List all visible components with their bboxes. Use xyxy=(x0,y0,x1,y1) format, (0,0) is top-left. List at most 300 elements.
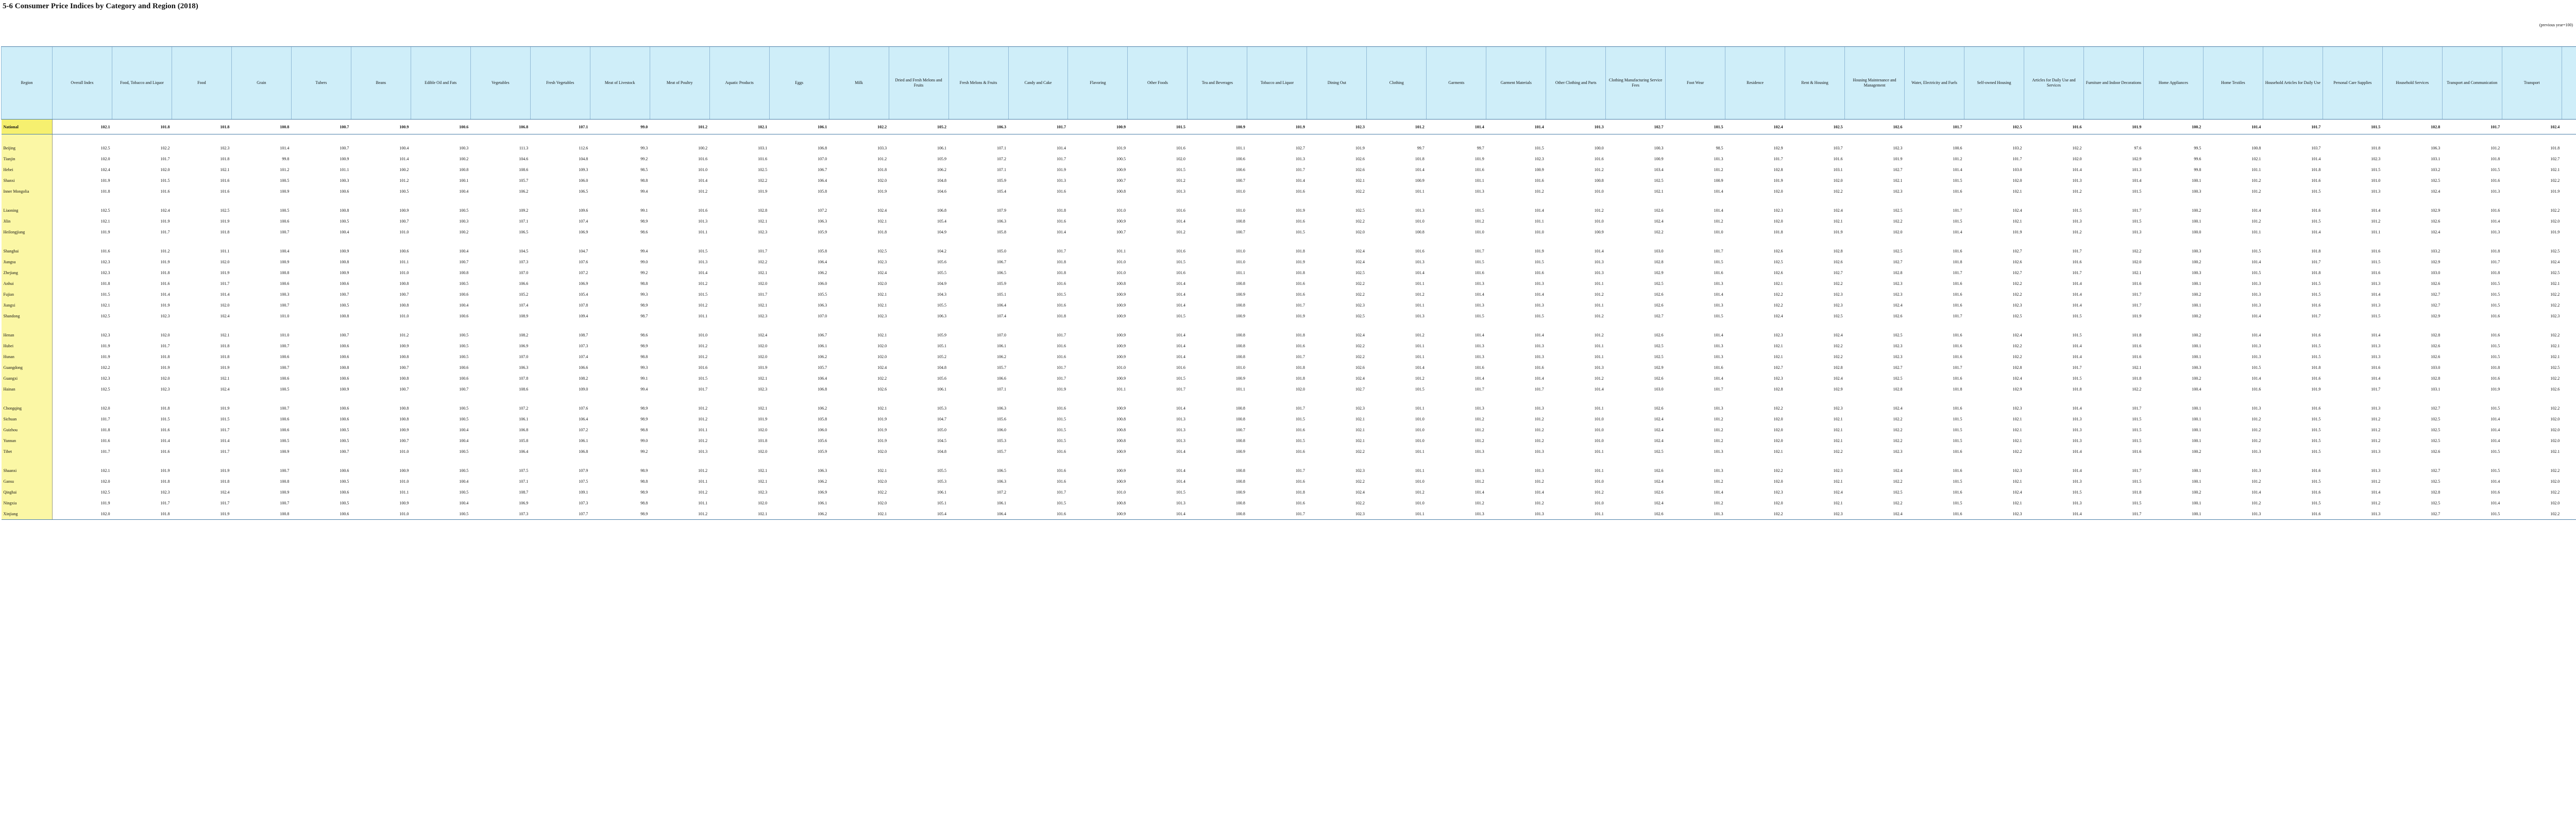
value-cell: 100.2 xyxy=(2143,120,2203,134)
value-cell: 102.5 xyxy=(1893,376,1903,381)
value-cell: 102.2 xyxy=(2550,333,2560,337)
spacer-cell xyxy=(112,238,172,246)
value-cell: 102.9 xyxy=(2431,314,2441,318)
value-cell xyxy=(2562,186,2576,197)
value-cell: 100.1 xyxy=(2143,509,2203,520)
value-cell: 102.1 xyxy=(2550,167,2560,172)
value-cell: 106.4 xyxy=(579,417,588,421)
value-cell: 102.2 xyxy=(1355,344,1365,348)
spacer-cell xyxy=(2143,197,2203,205)
value-cell: 100.2 xyxy=(2192,333,2201,337)
spacer-cell xyxy=(1785,197,1845,205)
spacer-cell xyxy=(1008,395,1068,403)
value-cell: 101.2 xyxy=(2371,479,2381,484)
spacer-cell xyxy=(1606,197,1666,205)
value-cell: 102.0 xyxy=(2072,157,2082,161)
value-cell: 101.4 xyxy=(1176,468,1185,473)
value-cell: 101.8 xyxy=(2311,249,2321,253)
value-cell: 101.5 xyxy=(1056,292,1066,297)
value-cell: 101.1 xyxy=(1546,509,1606,520)
region-cell: Yunnan xyxy=(2,435,53,446)
value-cell: 105.2 xyxy=(889,120,948,134)
value-cell: 101.7 xyxy=(2132,303,2142,308)
value-cell: 102.3 xyxy=(1307,120,1367,134)
value-cell: 107.0 xyxy=(818,157,827,161)
spacer-cell xyxy=(1247,197,1307,205)
table-row xyxy=(2,446,2576,457)
value-cell: 101.9 xyxy=(1056,387,1066,392)
value-cell: 106.3 xyxy=(519,365,529,370)
region-cell: Henan xyxy=(2,330,53,341)
value-cell: 101.9 xyxy=(220,219,230,224)
spacer-cell xyxy=(1845,321,1905,330)
value-cell: 102.1 xyxy=(1355,428,1365,432)
value-cell: 100.6 xyxy=(340,344,349,348)
value-cell: 100.7 xyxy=(1116,178,1126,183)
table-row xyxy=(2,435,2576,446)
value-cell: 100.8 xyxy=(1235,219,1245,224)
spacer-cell xyxy=(291,134,351,143)
spacer-cell xyxy=(1905,197,1964,205)
value-cell: 107.9 xyxy=(579,468,588,473)
value-cell: 101.7 xyxy=(1295,406,1305,411)
spacer-cell xyxy=(709,457,769,465)
value-cell: 101.6 xyxy=(1176,270,1185,275)
value-cell: 100.8 xyxy=(231,509,291,520)
value-cell: 101.4 xyxy=(1475,376,1484,381)
value-cell: 101.6 xyxy=(2072,260,2082,264)
value-cell xyxy=(2562,351,2576,362)
value-cell: 101.3 xyxy=(1534,354,1544,359)
value-cell: 106.3 xyxy=(818,303,827,308)
value-cell: 105.5 xyxy=(937,303,947,308)
value-cell: 101.6 xyxy=(1475,270,1484,275)
value-cell: 102.1 xyxy=(2012,417,2022,421)
value-cell: 101.5 xyxy=(2490,167,2500,172)
value-cell: 102.0 xyxy=(1773,219,1783,224)
value-cell: 101.2 xyxy=(2072,230,2082,234)
spacer-cell xyxy=(1427,321,1486,330)
value-cell: 100.4 xyxy=(280,249,290,253)
value-cell: 105.9 xyxy=(937,157,947,161)
value-cell: 101.1 xyxy=(1235,387,1245,392)
value-cell: 101.9 xyxy=(1295,314,1305,318)
value-cell: 100.8 xyxy=(1235,417,1245,421)
value-cell: 104.8 xyxy=(579,157,588,161)
value-cell: 101.0 xyxy=(1415,438,1425,443)
value-cell: 100.4 xyxy=(459,189,469,194)
value-cell: 101.6 xyxy=(1056,468,1066,473)
value-cell: 100.9 xyxy=(399,208,409,213)
value-cell: 101.5 xyxy=(2311,292,2321,297)
value-cell: 102.1 xyxy=(877,333,887,337)
value-cell: 102.0 xyxy=(160,167,170,172)
value-cell: 101.6 xyxy=(2132,281,2142,286)
value-cell: 105.8 xyxy=(997,230,1006,234)
spacer-cell xyxy=(2,457,53,465)
value-cell: 101.2 xyxy=(1594,167,1604,172)
value-cell: 98.9 xyxy=(640,490,648,495)
spacer-cell xyxy=(2382,457,2442,465)
spacer-cell xyxy=(172,134,231,143)
value-cell: 102.3 xyxy=(758,387,768,392)
value-cell: 102.9 xyxy=(2431,208,2441,213)
value-cell: 101.6 xyxy=(1714,270,1723,275)
value-cell: 101.6 xyxy=(2490,490,2500,495)
value-cell: 102.1 xyxy=(1654,189,1664,194)
spacer-cell xyxy=(2203,134,2263,143)
value-cell: 100.4 xyxy=(459,249,469,253)
spacer-cell xyxy=(2442,134,2502,143)
value-cell: 101.5 xyxy=(698,376,708,381)
spacer-cell xyxy=(1666,197,1725,205)
value-cell: 102.1 xyxy=(2012,438,2022,443)
value-cell: 102.6 xyxy=(1654,303,1664,308)
value-cell: 102.7 xyxy=(2012,249,2022,253)
value-cell: 102.3 xyxy=(100,260,110,264)
value-cell: 102.5 xyxy=(2431,417,2441,421)
column-header: Milk xyxy=(829,47,889,120)
value-cell: 101.5 xyxy=(1128,120,1188,134)
value-cell: 101.9 xyxy=(877,189,887,194)
value-cell: 100.6 xyxy=(399,249,409,253)
value-cell: 102.1 xyxy=(1833,417,1843,421)
value-cell: 101.4 xyxy=(1714,376,1723,381)
column-header: Foot Wear xyxy=(1666,47,1725,120)
value-cell: 101.2 xyxy=(280,167,290,172)
value-cell: 101.5 xyxy=(1953,417,1962,421)
value-cell: 102.5 xyxy=(1355,208,1365,213)
value-cell: 101.2 xyxy=(1415,333,1425,337)
value-cell: 101.8 xyxy=(1056,260,1066,264)
spacer-cell xyxy=(1367,321,1427,330)
value-cell: 102.1 xyxy=(1833,438,1843,443)
value-cell: 100.9 xyxy=(1235,376,1245,381)
spacer-cell xyxy=(2562,321,2576,330)
value-cell: 105.8 xyxy=(818,417,827,421)
value-cell: 101.3 xyxy=(2323,509,2382,520)
value-cell: 101.3 xyxy=(1475,449,1484,454)
value-cell: 107.4 xyxy=(579,354,588,359)
spacer-cell xyxy=(948,457,1008,465)
spacer-cell xyxy=(769,321,829,330)
value-cell: 101.2 xyxy=(2251,219,2261,224)
value-cell: 102.7 xyxy=(1893,167,1903,172)
value-cell: 100.0 xyxy=(1594,146,1604,150)
value-cell: 100.9 xyxy=(399,501,409,505)
value-cell: 102.2 xyxy=(1355,479,1365,484)
value-cell: 100.5 xyxy=(1116,157,1126,161)
value-cell: 102.4 xyxy=(220,314,230,318)
value-cell: 101.7 xyxy=(160,157,170,161)
value-cell: 101.0 xyxy=(1235,189,1245,194)
value-cell: 106.6 xyxy=(579,365,588,370)
table-row xyxy=(2,205,2576,216)
value-cell: 101.6 xyxy=(1295,219,1305,224)
value-cell: 102.0 xyxy=(2550,438,2560,443)
table-row xyxy=(2,384,2576,395)
table-body xyxy=(2,120,2576,520)
value-cell: 102.4 xyxy=(1355,490,1365,495)
value-cell: 102.4 xyxy=(100,167,110,172)
value-cell: 101.6 xyxy=(160,281,170,286)
value-cell: 101.5 xyxy=(2490,354,2500,359)
value-cell: 102.4 xyxy=(2012,376,2022,381)
spacer-cell xyxy=(1188,134,1247,143)
value-cell: 101.5 xyxy=(1953,501,1962,505)
spacer-cell xyxy=(2502,134,2562,143)
value-cell: 102.4 xyxy=(1654,219,1664,224)
table-row xyxy=(2,465,2576,476)
value-cell: 100.6 xyxy=(411,120,470,134)
value-cell: 100.2 xyxy=(2192,376,2201,381)
value-cell: 101.8 xyxy=(2311,167,2321,172)
spacer-cell xyxy=(470,395,530,403)
spacer-cell xyxy=(1427,197,1486,205)
value-cell: 101.6 xyxy=(1534,270,1544,275)
value-cell: 101.4 xyxy=(1176,292,1185,297)
value-cell: 100.7 xyxy=(1116,230,1126,234)
value-cell: 102.6 xyxy=(1893,314,1903,318)
value-cell: 102.4 xyxy=(877,270,887,275)
value-cell: 101.3 xyxy=(1714,468,1723,473)
value-cell: 101.6 xyxy=(2490,208,2500,213)
group-spacer-row xyxy=(2,134,2576,143)
column-header: Other Foods xyxy=(1128,47,1188,120)
spacer-cell xyxy=(2382,395,2442,403)
value-cell: 101.3 xyxy=(1534,468,1544,473)
value-cell: 101.1 xyxy=(1415,189,1425,194)
value-cell: 98.9 xyxy=(640,303,648,308)
value-cell: 100.8 xyxy=(1116,417,1126,421)
spacer-cell xyxy=(1068,321,1128,330)
value-cell: 101.6 xyxy=(1953,449,1962,454)
value-cell: 99.1 xyxy=(640,376,648,381)
value-cell: 100.4 xyxy=(459,438,469,443)
value-cell: 101.4 xyxy=(2072,449,2082,454)
value-cell: 101.3 xyxy=(2072,417,2082,421)
value-cell: 107.2 xyxy=(997,157,1006,161)
spacer-cell xyxy=(1307,197,1367,205)
spacer-cell xyxy=(530,238,590,246)
value-cell: 100.8 xyxy=(399,303,409,308)
spacer-cell xyxy=(590,238,650,246)
spacer-cell xyxy=(1188,197,1247,205)
value-cell: 106.8 xyxy=(818,146,827,150)
value-cell: 101.7 xyxy=(100,417,110,421)
value-cell: 102.1 xyxy=(1773,354,1783,359)
column-header: Dried and Fresh Melons and Fruits xyxy=(889,47,948,120)
value-cell: 100.8 xyxy=(399,417,409,421)
spacer-cell xyxy=(1247,395,1307,403)
value-cell: 105.9 xyxy=(997,178,1006,183)
value-cell: 101.9 xyxy=(100,344,110,348)
value-cell: 105.9 xyxy=(997,281,1006,286)
value-cell: 102.2 xyxy=(2550,490,2560,495)
value-cell: 100.5 xyxy=(280,387,290,392)
region-cell: Heilongjiang xyxy=(2,227,53,238)
value-cell: 105.2 xyxy=(937,354,947,359)
value-cell: 100.8 xyxy=(1235,303,1245,308)
value-cell: 101.0 xyxy=(2371,178,2381,183)
value-cell: 101.6 xyxy=(1953,354,1962,359)
value-cell: 100.7 xyxy=(340,146,349,150)
value-cell: 100.7 xyxy=(280,406,290,411)
value-cell: 101.8 xyxy=(220,344,230,348)
value-cell: 102.2 xyxy=(758,260,768,264)
value-cell: 102.6 xyxy=(2431,449,2441,454)
value-cell: 101.0 xyxy=(399,230,409,234)
value-cell: 104.8 xyxy=(937,365,947,370)
value-cell xyxy=(2562,227,2576,238)
value-cell: 101.5 xyxy=(2371,260,2381,264)
value-cell: 101.4 xyxy=(698,178,708,183)
value-cell: 101.2 xyxy=(1594,490,1604,495)
value-cell: 100.5 xyxy=(340,479,349,484)
value-cell: 106.4 xyxy=(948,509,1008,520)
value-cell: 109.6 xyxy=(579,208,588,213)
table-row xyxy=(2,278,2576,289)
value-cell: 101.3 xyxy=(2203,509,2263,520)
value-cell: 101.3 xyxy=(1534,449,1544,454)
value-cell: 101.9 xyxy=(220,468,230,473)
spacer-cell xyxy=(1546,134,1606,143)
value-cell: 107.3 xyxy=(579,344,588,348)
value-cell: 101.0 xyxy=(1116,365,1126,370)
value-cell: 103.0 xyxy=(1654,387,1664,392)
value-cell: 101.4 xyxy=(2311,157,2321,161)
value-cell: 105.7 xyxy=(997,449,1006,454)
group-spacer-row xyxy=(2,457,2576,465)
spacer-cell xyxy=(470,134,530,143)
value-cell: 102.6 xyxy=(2431,344,2441,348)
spacer-cell xyxy=(2502,238,2562,246)
spacer-cell xyxy=(172,197,231,205)
value-cell: 101.1 xyxy=(1415,354,1425,359)
value-cell: 102.4 xyxy=(2012,490,2022,495)
value-cell: 106.8 xyxy=(519,428,529,432)
value-cell: 101.6 xyxy=(2311,303,2321,308)
value-cell: 102.2 xyxy=(1355,219,1365,224)
table-row xyxy=(2,498,2576,509)
value-cell: 102.2 xyxy=(1833,354,1843,359)
spacer-cell xyxy=(948,238,1008,246)
value-cell: 101.4 xyxy=(1176,449,1185,454)
value-cell: 101.3 xyxy=(2490,189,2500,194)
value-cell: 104.7 xyxy=(579,249,588,253)
value-cell: 102.3 xyxy=(2012,468,2022,473)
value-cell: 101.4 xyxy=(2251,314,2261,318)
value-cell: 101.4 xyxy=(1594,387,1604,392)
value-cell: 101.9 xyxy=(1355,146,1365,150)
value-cell: 101.2 xyxy=(698,490,708,495)
spacer-cell xyxy=(1546,238,1606,246)
value-cell: 102.4 xyxy=(1654,501,1664,505)
value-cell: 106.9 xyxy=(519,501,529,505)
spacer-cell xyxy=(1785,395,1845,403)
spacer-cell xyxy=(530,134,590,143)
spacer-cell xyxy=(2442,238,2502,246)
value-cell: 101.4 xyxy=(399,157,409,161)
value-cell: 101.7 xyxy=(2012,157,2022,161)
column-header: Household Services xyxy=(2382,47,2442,120)
value-cell: 102.3 xyxy=(1833,406,1843,411)
spacer-cell xyxy=(948,395,1008,403)
value-cell: 100.8 xyxy=(1116,428,1126,432)
value-cell: 100.1 xyxy=(2192,428,2201,432)
value-cell: 102.2 xyxy=(1355,354,1365,359)
value-cell: 106.5 xyxy=(519,230,529,234)
value-cell: 101.2 xyxy=(1534,428,1544,432)
value-cell: 101.1 xyxy=(698,230,708,234)
value-cell: 102.4 xyxy=(1893,468,1903,473)
value-cell: 101.6 xyxy=(1415,249,1425,253)
spacer-cell xyxy=(1367,134,1427,143)
value-cell: 102.1 xyxy=(758,479,768,484)
value-cell: 102.2 xyxy=(2012,344,2022,348)
value-cell: 107.0 xyxy=(519,354,529,359)
value-cell: 102.4 xyxy=(1773,314,1783,318)
column-header: Edible Oil and Fats xyxy=(411,47,470,120)
value-cell xyxy=(2562,330,2576,341)
value-cell: 100.9 xyxy=(340,270,349,275)
value-cell: 102.2 xyxy=(2550,303,2560,308)
value-cell: 100.6 xyxy=(340,417,349,421)
value-cell: 101.2 xyxy=(1367,120,1427,134)
region-cell: Hubei xyxy=(2,341,53,351)
value-cell: 104.6 xyxy=(937,189,947,194)
value-cell: 100.9 xyxy=(1116,167,1126,172)
value-cell: 106.2 xyxy=(818,479,827,484)
spacer-cell xyxy=(769,457,829,465)
value-cell: 98.6 xyxy=(640,333,648,337)
spacer-cell xyxy=(2442,197,2502,205)
value-cell: 101.0 xyxy=(1714,230,1723,234)
spacer-cell xyxy=(1725,134,1785,143)
value-cell: 102.0 xyxy=(2550,428,2560,432)
spacer-cell xyxy=(231,197,291,205)
value-cell: 101.8 xyxy=(1056,208,1066,213)
value-cell: 101.4 xyxy=(1486,120,1546,134)
value-cell: 101.2 xyxy=(2251,178,2261,183)
spacer-cell xyxy=(351,134,411,143)
value-cell: 100.9 xyxy=(340,157,349,161)
value-cell: 101.6 xyxy=(698,157,708,161)
value-cell: 102.3 xyxy=(1773,333,1783,337)
value-cell: 102.0 xyxy=(1176,157,1185,161)
value-cell: 101.7 xyxy=(220,449,230,454)
spacer-cell xyxy=(53,238,112,246)
value-cell: 102.4 xyxy=(1833,490,1843,495)
value-cell: 101.6 xyxy=(1953,281,1962,286)
value-cell: 101.3 xyxy=(2371,354,2381,359)
value-cell: 101.9 xyxy=(1247,120,1307,134)
value-cell: 101.4 xyxy=(2490,438,2500,443)
value-cell: 101.2 xyxy=(1714,501,1723,505)
value-cell: 101.9 xyxy=(100,230,110,234)
spacer-cell xyxy=(889,134,948,143)
value-cell: 101.0 xyxy=(351,509,411,520)
spacer-cell xyxy=(1845,134,1905,143)
spacer-cell xyxy=(351,457,411,465)
value-cell: 101.2 xyxy=(160,249,170,253)
value-cell: 102.6 xyxy=(1355,157,1365,161)
value-cell: 101.4 xyxy=(1534,376,1544,381)
value-cell: 102.3 xyxy=(1893,281,1903,286)
value-cell: 112.6 xyxy=(579,146,588,150)
value-cell: 101.0 xyxy=(399,449,409,454)
value-cell xyxy=(2562,509,2576,520)
